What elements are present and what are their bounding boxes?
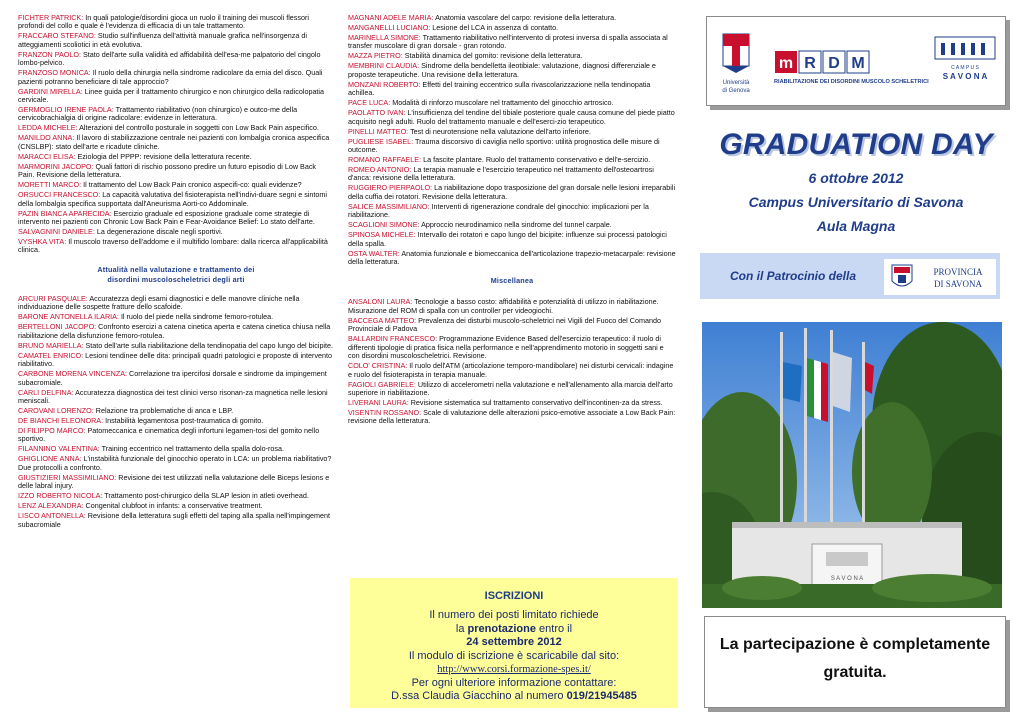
thesis-title: Lesioni tendinee delle dita: principali quadri patologici e proposte di intervento riabilitativo. [18,350,333,369]
thesis-author: DE BIANCHI ELEONORA: [18,415,104,425]
thesis-title: La riabilitazione dopo trasposizione del gran dorsale nelle lesioni irreparabili della cuffia dei rotatori. Revisione della letteratura. [348,183,676,201]
thesis-title: Programmazione Evidence Based dell'esercizio terapeutico: il ruolo di differenti tipologie di pratica fisica nella performance e nell'apprendimento motorio in soggetti sani e con disordini muscoloscheletrici. Revisione. [348,334,664,361]
thesis-entry [18,445,334,453]
section-heading-misc: Miscellanea [490,276,534,286]
thesis-author: VISENTIN ROSSANO: [348,407,422,417]
thesis-entry [348,203,676,220]
thesis-title: Alterazioni del controllo posturale in soggetti con Low Back Pain aspecifico. [79,123,319,133]
thesis-title: Patomeccanica e cinematica degli infortuni legamen-tosi del gomito nello sportivo. [18,425,320,444]
mrdm-letter-4: M [851,55,865,72]
thesis-entry [348,52,676,60]
thesis-entry [18,295,334,312]
thesis-entry [18,238,334,255]
thesis-title: Accuratezza diagnostica dei test clinici verso risonan-za magnetica nelle lesioni meniscali. [18,387,328,405]
thesis-author: PACE LUCA: [348,98,391,108]
thesis-title: Linee guida per il trattamento chirurgico e non chirurgico della radicolopatia cervicale. [18,86,325,105]
thesis-title: Il trattamento del Low Back Pain cronico aspecifi-co: quali evidenze? [83,180,302,190]
thesis-author: FRANZOSO MONICA: [18,68,91,78]
thesis-entry [18,323,334,340]
thesis-author: BARONE ANTONELLA ILARIA: [18,312,119,322]
thesis-author: MORETTI MARCO: [18,180,82,190]
thesis-author: OSTA WALTER: [348,248,400,258]
thesis-author: ROMEO ANTONIO: [348,165,412,175]
thesis-title: Il muscolo traverso dell'addome e il multifido lombare: dalla ricerca all'applicabilità clinica. [18,237,328,255]
thesis-entry [348,138,676,155]
thesis-title: La degenerazione discale negli sportivi. [96,227,223,237]
thesis-author: GIUSTIZIERI MASSIMILIANO: [18,472,117,482]
thesis-title: Utilizzo di accelerometri nella valutazione e nell'allenamento alla marcia dell'arto superiore in riabilitazione. [348,379,673,397]
thesis-author: ANSALONI LAURA: [348,297,413,307]
registration-line2-c: entro il [539,622,573,635]
thesis-entry [18,106,334,123]
thesis-title: Lesione del LCA in assenza di contatto. [432,23,559,32]
thesis-title: Tecnologie a basso costo: affidabilità e potenzialità di utilizzo in riabilitazione. Misurazione del ROM di spalla con un controller per videogiochi. [348,297,659,315]
thesis-author: CAROVANI LORENZO: [18,405,94,415]
thesis-author: FAGIOLI GABRIELE: [348,379,416,389]
registration-line2-a: la [455,622,465,635]
thesis-author: SALICE MASSIMILIANO: [348,201,430,211]
thesis-title: Effetti del training eccentrico sulla rivascolarizzazione nella tendinopatia achillea. [348,79,651,98]
thesis-entry [18,455,334,472]
thesis-author: BERTELLONI JACOPO: [18,322,97,332]
thesis-author: LIVERANI LAURA: [348,397,409,407]
thesis-title: Accuratezza degli esami diagnostici e delle manovre cliniche nella individuazione delle sospette fratture dello scafoide. [18,293,300,312]
thesis-title: Approccio neurodinamico nella sindrome del tunnel carpale. [421,220,612,230]
mrdm-logo [774,51,929,85]
thesis-title: Trattamento post-chirurgico della SLAP lesion in atleti overhead. [104,491,309,501]
thesis-title: Correlazione tra ipercifosi dorsale e sindrome da impingement subacromiale. [18,369,327,387]
thesis-entry [18,228,334,236]
thesis-title: Trattamento riabilitativo nell'intervento di protesi inversa di spalla associata al transfer muscolare di gran dorsale - gran rotondo. [348,33,668,51]
thesis-entry [18,407,334,415]
thesis-title: Eziologia del PPPP: revisione della letteratura recente. [77,151,252,161]
page-title: GRADUATION DAY [719,128,993,161]
thesis-entry [348,298,676,315]
thesis-title: Relazione tra problematiche di anca e LBP. [95,405,234,415]
thesis-entry [18,342,334,350]
thesis-title: Il lavoro di stabilizzazione centrale nei pazienti con lombalgia cronica aspecifica (CNSLBP): stato dell'arte e ricadute cliniche. [18,133,330,151]
campus-small-label: C A M P U S [951,65,979,71]
thesis-title: Stato dell'arte sulla validità ed affidabilità dell'esa-me palpatorio del cingolo lombo-pelvico. [18,49,321,68]
thesis-author: CARLI DELFINA: [18,387,74,397]
thesis-author: LISCO ANTONELLA: [18,511,86,521]
thesis-title: Trauma discorsivo di caviglia nello sportivo: utilità prognostica delle misure di outcome. [348,136,660,155]
province-crest-icon [884,259,996,295]
thesis-entry [348,184,676,201]
participation-box [704,616,1006,708]
thesis-entry [348,399,676,407]
thesis-author: LEDDA MICHELE: [18,123,78,133]
thesis-entry [348,109,676,126]
thesis-author: MANGANELLI LUCIANO: [348,23,431,32]
thesis-entry [348,14,676,22]
mrdm-letter-3: D [828,55,840,72]
thesis-title: Interventi di rigenerazione condrale del ginocchio: implicazioni per la riabilitazione. [348,201,649,220]
thesis-author: SPINOSA MICHELE: [348,230,416,240]
thesis-author: FRANZON PAOLO: [18,49,81,59]
thesis-title: La fascite plantare. Ruolo del trattamento conservativo e dell'e-sercizio. [423,155,651,165]
thesis-title: Quali fattori di rischio possono predire un futuro episodio di Low Back Pain. Revisione della letteratura. [18,161,317,180]
thesis-author: RUGGIERO PIERPAOLO: [348,183,433,193]
thesis-title: Il ruolo del piede nella sindrome femoro-rotulea. [120,312,274,322]
thesis-entry [18,389,334,406]
thesis-title: La terapia manuale e l'esercizio terapeutico nel trattamento dell'osteoartrosi d'anca: revisione della letteratura. [348,165,654,183]
thesis-author: MANILDO ANNA: [18,133,75,143]
thesis-title: Revisione dei test utilizzati nella valutazione delle Biceps lesions e delle labral injury. [18,472,330,491]
thesis-title: Intervallo dei rotatori e capo lungo del bicipite: influenze sui processi patologici della spalla. [348,230,667,248]
section-heading-line2: disordini muscoloscheletrici degli arti [107,274,245,284]
thesis-title: Scale di valutazione delle alterazioni psico-emotive associate a Low Back Pain: revisione della letteratura. [348,407,676,426]
thesis-title: Modalità di rinforzo muscolare nel trattamento del ginocchio artrosico. [392,98,614,108]
thesis-entry [348,99,676,107]
thesis-entry [18,313,334,321]
thesis-author: ROMANO RAFFAELE: [348,155,422,165]
thesis-title: Test di neurotensione nella valutazione dell'arto inferiore. [410,126,591,136]
thesis-entry [348,317,676,334]
registration-line4: Per ogni ulteriore informazione contattare: [411,676,617,689]
thesis-entry [18,474,334,491]
thesis-entry [348,409,676,426]
thesis-author: LENZ ALEXANDRA: [18,501,84,511]
thesis-title: Instabilità legamentosa post-traumatica di gomito. [105,415,264,425]
thesis-title: Confronto esercizi a catena cinetica aperta e catena cinetica chiusa nella riabilitazione della disfunzione femoro-rotulea. [18,322,331,340]
thesis-list-lumbar [18,14,334,255]
thesis-entry [18,191,334,208]
thesis-author: GHIGLIONE ANNA: [18,454,82,464]
thesis-title: L'insufficienza del tendine del tibiale posteriore quale causa comune del piede piatto acquisito negli adulti. Ruolo del trattamento manuale e dell'eserci-zio terapeutico. [348,108,675,126]
thesis-author: SCAGLIONI SIMONE: [348,220,420,230]
thesis-author: PINELLI MATTEO: [348,126,409,136]
thesis-entry [348,381,676,398]
thesis-author: BACCEGA MATTEO: [348,315,417,325]
thesis-author: FILANNINO VALENTINA: [18,444,100,454]
thesis-title: Stabilità dinamica del gomito: revisione della letteratura. [404,51,583,61]
thesis-title: Stato dell'arte sulla riabilitazione della tendinopatia del capo lungo del bicipite. [85,340,334,350]
patronage-text: Con il Patrocinio della [729,269,857,283]
mrdm-letter-2: R [804,55,816,72]
campus-logo [935,37,995,81]
thesis-entry [18,51,334,68]
left-column [4,0,338,724]
thesis-entry [18,14,334,31]
registration-line1: Il numero dei posti limitato richiede [429,609,599,621]
registration-phone: 019/21945485 [566,690,637,702]
thesis-author: GARDINI MIRELLA: [18,86,83,96]
registration-link[interactable]: http://www.corsi.formazione-spes.it/ [437,664,591,675]
thesis-entry [18,181,334,189]
thesis-list-upper-lower [348,14,676,266]
thesis-author: BALLARDIN FRANCESCO: [348,334,438,344]
logos-svg [707,17,1007,107]
registration-line2 [350,623,678,637]
participation-line2: gratuita. [823,664,887,681]
section-heading-limbs [18,265,334,285]
thesis-entry [18,210,334,227]
thesis-entry [348,24,676,32]
thesis-entry [18,502,334,510]
event-room: Aula Magna [816,218,896,234]
sign-text: S A V O N A [830,576,864,582]
thesis-author: MARINELLA SIMONE: [348,33,421,42]
registration-deadline: 24 settembre 2012 [466,636,562,648]
mrdm-letter-1: m [778,55,794,72]
university-name-1: Università [722,80,750,86]
thesis-title: Training eccentrico nel trattamento della spalla dolo-rosa. [101,444,284,454]
thesis-author: GERMOGLIO IRENE PAOLA: [18,105,114,115]
event-place: Campus Universitario di Savona [748,194,964,210]
thesis-entry [18,352,334,369]
thesis-entry [18,427,334,444]
thesis-author: ORSUCCI FRANCESCO: [18,190,101,200]
thesis-author: VYSHKA VITA: [18,237,67,247]
thesis-author: MAZZA PIETRO: [348,51,403,61]
registration-title: ISCRIZIONI [484,590,544,602]
campus-photo-image [702,322,1002,608]
thesis-author: CARBONE MORENA VINCENZA: [18,369,128,379]
thesis-title: Studio sull'influenza dell'attività manuale grafica nell'insorgenza di atteggiamenti scoliotici in età evolutiva. [18,31,307,49]
thesis-title: Sindrome della bendelletta ileotibiale: valutazione, diagnosi differenziale e proposte terapeutiche. Una revisione della letteratura. [348,61,656,79]
thesis-author: BRUNO MARIELLA: [18,340,84,350]
thesis-entry [348,34,676,51]
patronage-banner [700,253,1000,299]
province-logo [884,259,996,295]
university-name-2: di Genova [722,88,750,94]
thesis-entry [18,124,334,132]
mrdm-subtitle: RIABILITAZIONE DEI DISORDINI MUSCOLO SCHELETRICI [774,79,929,85]
campus-photo [702,322,1002,608]
thesis-entry [18,492,334,500]
thesis-entry [18,134,334,151]
event-date: 6 ottobre 2012 [808,170,904,186]
thesis-title: Anatomia funzionale e biomeccanica dell'articolazione trapezio-metacarpale: revisione della letteratura. [348,248,676,267]
thesis-title: Revisione della letteratura sugli effetti del taping alla spalla nell'impingement subacromiale [18,511,330,529]
thesis-title: In quali patologie/disordini gioca un ruolo il training dei muscoli flessori profondi del collo e quale è l'evidenza di efficacia di un tale trattamento. [18,13,309,31]
thesis-entry [348,221,676,229]
thesis-title: Congenital clubfoot in infants: a conservative treatment. [85,501,263,511]
thesis-entry [348,62,676,79]
thesis-author: COLO' CRISTINA: [348,361,408,371]
thesis-title: Revisione sistematica sul trattamento conservativo dell'incontinen-za da stress. [410,397,663,407]
thesis-author: MAGNANI ADELE MARIA: [348,13,434,22]
thesis-entry [348,250,676,267]
thesis-entry [348,335,676,360]
thesis-list-misc [348,298,676,425]
registration-line2-b: prenotazione [467,622,536,635]
thesis-title: La capacità valutativa del fisioterapista nell'indivi-duare segni e sintomi della lombalgia specifica supportata dall'Aneurisma Aorti-co Addominale. [18,190,327,208]
participation-line1: La partecipazione è completamente [719,636,991,653]
thesis-title: Anatomia vascolare del carpo: revisione della letteratura. [435,13,617,22]
thesis-author: MARMORINI JACOPO: [18,161,94,171]
thesis-title: Il ruolo dell'ATM (articolazione temporo-mandibolare) nei disturbi cervicali: indagine e ruolo del fisioterapista in terapia manuale. [348,361,674,379]
thesis-entry [348,166,676,183]
thesis-author: MONZANI ROBERTO: [348,79,421,89]
thesis-entry [18,512,334,529]
registration-contact: D.ssa Claudia Giacchino al numero [391,690,564,702]
thesis-author: FICHTER PATRICK: [18,13,84,22]
thesis-entry [18,153,334,161]
thesis-title: L'instabilità funzionale del ginocchio operato in LCA: un problema riabilitativo? Due protocolli a confronto. [18,454,332,472]
thesis-author: DI FILIPPO MARCO: [18,425,86,435]
university-shield-icon [722,34,750,94]
thesis-author: ARCURI PASQUALE: [18,293,88,303]
thesis-author: FRACCARO STEFANO: [18,31,96,41]
thesis-entry [18,32,334,49]
thesis-title: Esercizio graduale ed esposizione graduale come strategie di intervento nei pazienti con Chronic Low Back Pain e Fear-Avoidance Belief: Lo stato dell'arte. [18,208,315,227]
thesis-author: IZZO ROBERTO NICOLA: [18,491,103,501]
thesis-entry [18,163,334,180]
thesis-author: CAMATEL ENRICO: [18,350,84,360]
campus-big-label: S A V O N A [942,72,988,81]
thesis-entry [18,417,334,425]
thesis-entry [348,156,676,164]
registration-line3: Il modulo di iscrizione è scaricabile dal sito: [408,649,620,662]
thesis-author: PAOLATTO IVAN: [348,108,406,118]
thesis-title: Trattamento riabilitativo (non chirurgico) e outco-me della cervicobrachialgia di origine radicolare: evidenze in letteratura. [18,105,298,123]
thesis-entry [18,69,334,86]
thesis-title: Prevalenza dei disturbi muscolo-scheletrici nei Vigili del Fuoco del Comando Provinciale di Padova [348,315,661,334]
thesis-entry [348,128,676,136]
thesis-author: PAZIN BIANCA APARECIDA: [18,208,112,218]
thesis-entry [348,81,676,98]
province-name-2: DI SAVONA [933,279,983,289]
header-logo-box [706,16,1006,106]
thesis-author: PUGLIESE ISABEL: [348,136,414,146]
thesis-title: Il ruolo della chirurgia nella sindrome radicolare da ernia del disco. Quali pazienti potranno beneficiare di tale approccio? [18,68,323,86]
thesis-author: MARACCI ELISA: [18,151,76,161]
province-name-1: PROVINCIA [933,267,983,277]
section-heading-line1: Attualità nella valutazione e trattamento dei [97,264,255,274]
thesis-author: SALVAGNINI DANIELE: [18,227,95,237]
thesis-list-limbs [18,295,334,529]
registration-line5 [350,690,678,704]
thesis-entry [348,231,676,248]
thesis-entry [348,362,676,379]
thesis-entry [18,370,334,387]
thesis-author: MEMBRINI CLAUDIA: [348,61,420,71]
thesis-entry [18,88,334,105]
registration-box [350,578,678,708]
